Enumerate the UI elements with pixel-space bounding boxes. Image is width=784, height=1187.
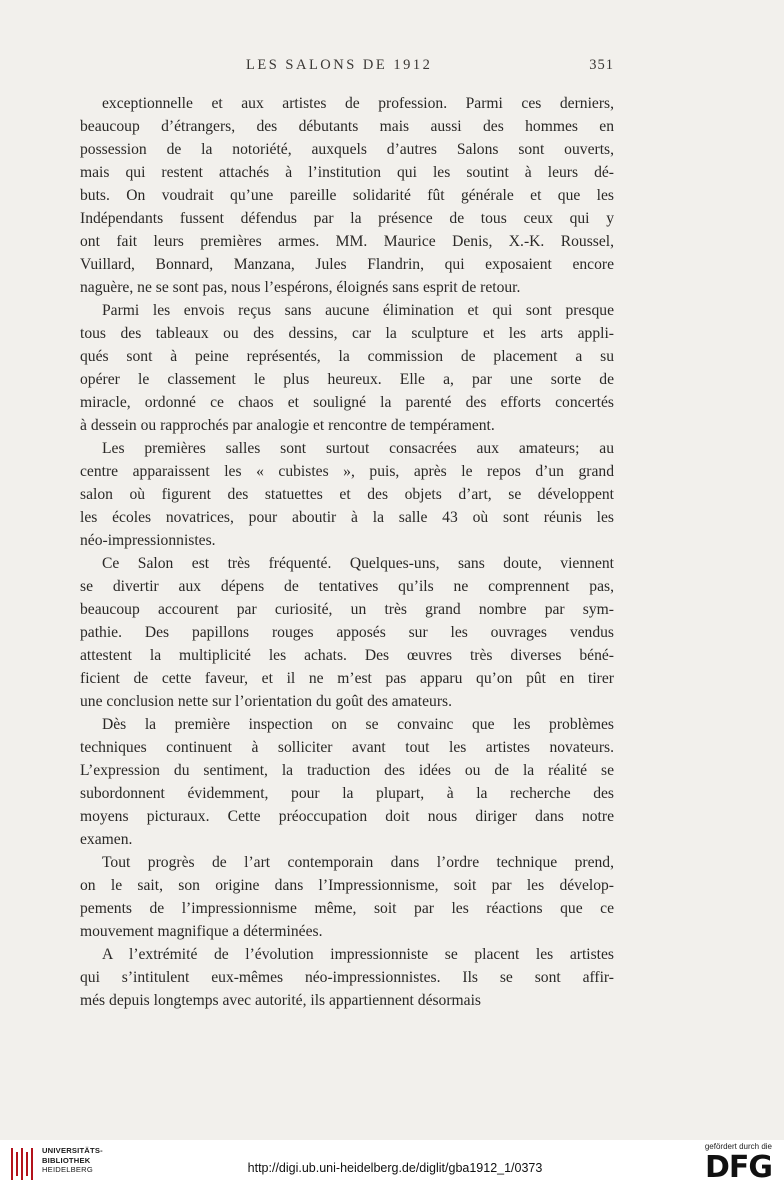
text-line: néo-impressionnistes. [80, 532, 216, 549]
text-line: attestent la multiplicité les achats. Des œuvres très diverses béné- [80, 647, 614, 664]
digitization-footer [0, 1140, 784, 1187]
text-line: mais qui restent attachés à l’institution qui les soutint à leurs dé- [80, 164, 614, 181]
text-line: moyens picturaux. Cette préoccupation doit nous diriger dans notre [80, 808, 614, 825]
text-line: A l’extrémité de l’évolution impressionniste se placent les artistes [102, 946, 614, 963]
text-line: subordonnent évidemment, pour la plupart, à la recherche des [80, 785, 614, 802]
text-line: pathie. Des papillons rouges apposés sur les ouvrages vendus [80, 624, 614, 641]
text-line: exceptionnelle et aux artistes de profession. Parmi ces derniers, [102, 95, 614, 112]
running-title: LES SALONS DE 1912 [246, 57, 433, 73]
permalink-url[interactable]: http://digi.ub.uni-heidelberg.de/diglit/gba1912_1/0373 [247, 1161, 543, 1175]
text-line: techniques continuent à solliciter avant tout les artistes novateurs. [80, 739, 614, 756]
library-name-line1: UNIVERSITÄTS- [42, 1146, 103, 1155]
text-line: Les premières salles sont surtout consacrées aux amateurs; au [102, 440, 614, 457]
text-line: une conclusion nette sur l’orientation du goût des amateurs. [80, 693, 452, 710]
paragraph [80, 943, 614, 1012]
text-line: Ce Salon est très fréquenté. Quelques-uns, sans doute, viennent [102, 555, 614, 572]
funding-caption: gefördert durch die [704, 1142, 772, 1151]
library-name [42, 1146, 152, 1175]
text-line: se divertir aux dépens de tentatives qu’ils ne comprennent pas, [80, 578, 614, 595]
text-line: buts. On voudrait qu’une pareille solidarité fût générale et que les [80, 187, 614, 204]
text-line: on le sait, son origine dans l’Impressionnisme, soit par les dévelop- [80, 877, 614, 894]
paragraph [80, 92, 614, 299]
text-line: tous des tableaux ou des dessins, car la sculpture et les arts appli- [80, 325, 614, 342]
text-line: pements de l’impressionnisme même, soit par les réactions que ce [80, 900, 614, 917]
text-line: ficient de cette faveur, et il ne m’est pas apparu qu’on pût en tirer [80, 670, 614, 687]
paragraph [80, 299, 614, 437]
text-line: més depuis longtemps avec autorité, ils appartiennent désormais [80, 992, 481, 1009]
text-line: Tout progrès de l’art contemporain dans l’ordre technique prend, [102, 854, 614, 871]
dfg-logo: DFG [704, 1150, 772, 1185]
dfg-funding-block[interactable] [672, 1142, 772, 1186]
text-line: opérer le classement le plus heureux. Elle a, par une sorte de [80, 371, 614, 388]
text-line: à dessein ou rapprochés par analogie et rencontre de tempérament. [80, 417, 495, 434]
text-line: examen. [80, 831, 133, 848]
page-number: 351 [589, 57, 614, 73]
paragraph [80, 713, 614, 851]
text-line: salon où figurent des statuettes et des objets d’art, se développent [80, 486, 614, 503]
text-line: centre apparaissent les « cubistes », puis, après le repos d’un grand [80, 463, 614, 480]
text-line: Indépendants fussent défendus par la présence de tous ceux qui y [80, 210, 614, 227]
text-line: possession de la notoriété, auxquels d’autres Salons sont ouverts, [80, 141, 614, 158]
article-body [80, 92, 614, 1012]
text-line: naguère, ne se sont pas, nous l’espérons, éloignés sans esprit de retour. [80, 279, 521, 296]
text-line: les écoles novatrices, pour aboutir à la salle 43 où sont réunis les [80, 509, 614, 526]
library-emblem-icon [8, 1144, 36, 1184]
text-line: ont fait leurs premières armes. MM. Maurice Denis, X.-K. Roussel, [80, 233, 614, 250]
text-line: beaucoup d’étrangers, des débutants mais aussi des hommes en [80, 118, 614, 135]
text-line: mouvement magnifique a déterminées. [80, 923, 323, 940]
text-line: L’expression du sentiment, la traduction des idées ou de la réalité se [80, 762, 614, 779]
text-line: miracle, ordonné ce chaos et souligné la parenté des efforts concertés [80, 394, 614, 411]
text-line: Vuillard, Bonnard, Manzana, Jules Flandrin, qui exposaient encore [80, 256, 614, 273]
text-line: Dès la première inspection on se convainc que les problèmes [102, 716, 614, 733]
paragraph [80, 552, 614, 713]
text-line: qués sont à peine représentés, la commission de placement a su [80, 348, 614, 365]
text-line: qui s’intitulent eux-mêmes néo-impressionnistes. Ils se sont affir- [80, 969, 614, 986]
paragraph [80, 437, 614, 552]
library-name-line2: BIBLIOTHEK [42, 1155, 91, 1165]
text-line: beaucoup accourent par curiosité, un très grand nombre par sym- [80, 601, 614, 618]
text-line: Parmi les envois reçus sans aucune élimination et qui sont presque [102, 302, 614, 319]
university-library-logo[interactable] [8, 1144, 148, 1184]
running-head [80, 57, 614, 79]
library-city: HEIDELBERG [42, 1165, 93, 1174]
paragraph [80, 851, 614, 943]
